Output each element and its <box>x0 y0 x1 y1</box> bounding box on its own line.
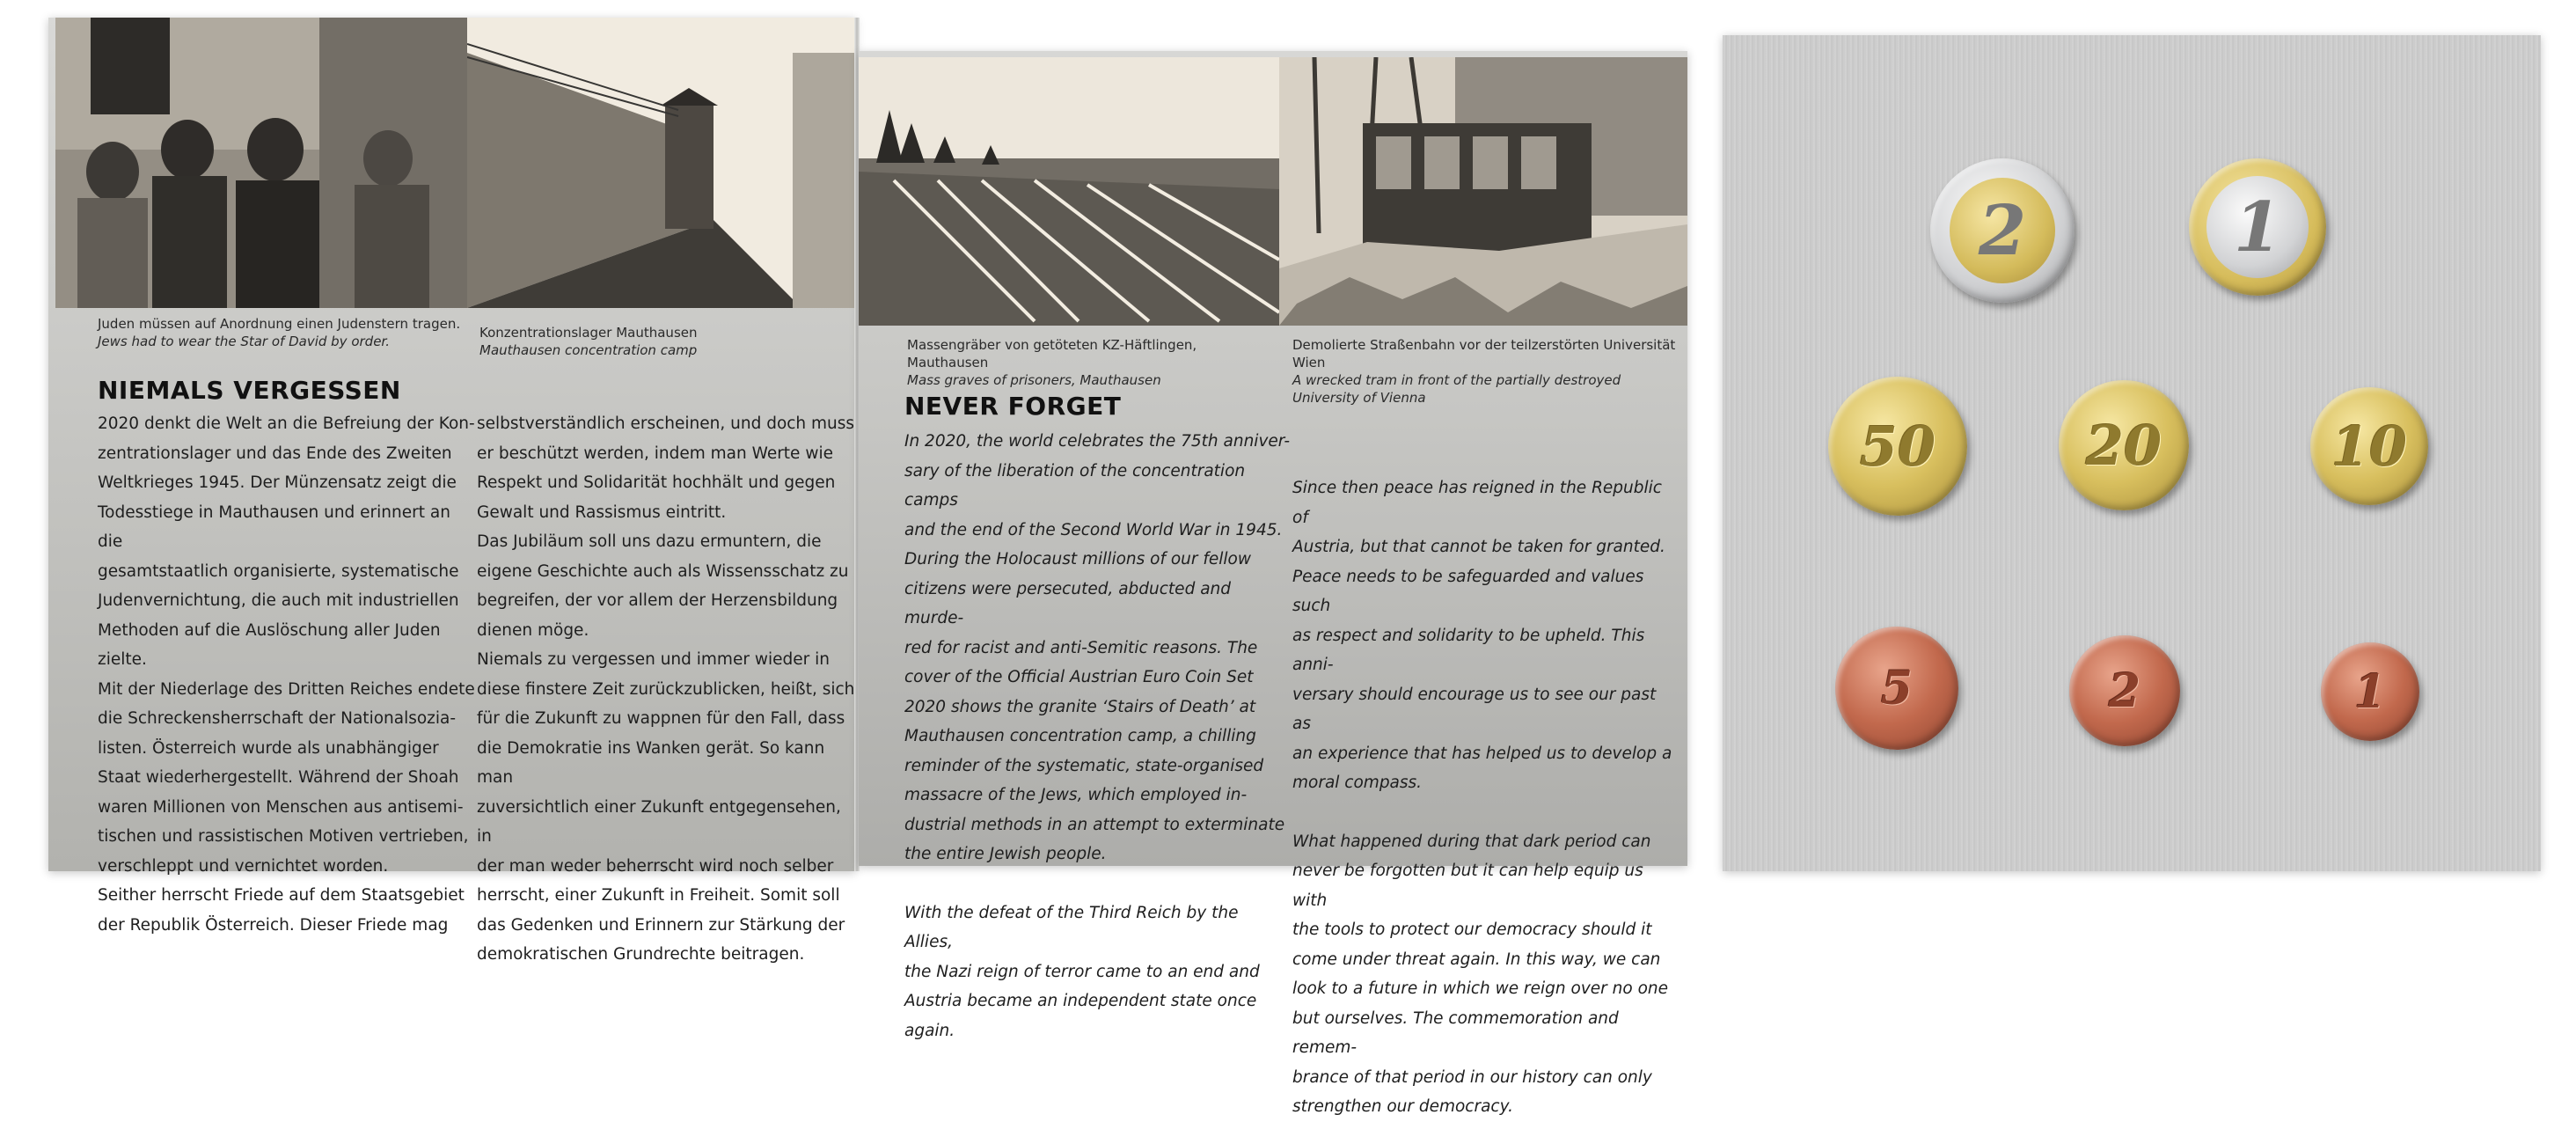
text-line: Austria became an independent state once again. <box>904 992 1257 1040</box>
coin-value: 50 <box>1859 414 1936 479</box>
text-line: 2020 denkt die Welt an die Befreiung der Kon- <box>98 414 475 433</box>
text-line: What happened during that dark period can <box>1292 832 1651 851</box>
photo-wrecked-tram <box>1279 57 1687 326</box>
coin-value: 1 <box>2233 187 2282 268</box>
coin-value: 1 <box>2353 664 2387 719</box>
text-line: During the Holocaust millions of our fellow <box>904 550 1252 568</box>
text-line: dustrial methods in an attempt to exterminate <box>904 815 1285 834</box>
coin-value: 2 <box>2108 664 2141 718</box>
text-line: der Republik Österreich. Dieser Friede mag <box>98 915 449 935</box>
caption-graves <box>907 336 1277 389</box>
text-line: 2020 shows the granite ‘Stairs of Death’ at <box>904 697 1256 716</box>
text-line: herrscht, einer Zukunft in Freiheit. Somit soll <box>477 886 840 905</box>
en-column-1 <box>904 427 1292 1045</box>
coin-5-cent <box>1835 627 1958 750</box>
caption-en: Jews had to wear the Star of David by order. <box>98 334 390 349</box>
coin-1-euro <box>2189 158 2326 296</box>
coin-value: 5 <box>1880 661 1914 715</box>
text-line: die Schreckensherrschaft der Nationalsozia- <box>98 709 457 728</box>
text-line: Mauthausen concentration camp, a chilling <box>904 727 1256 745</box>
coin-1-cent <box>2321 642 2419 741</box>
coin-value: 10 <box>2331 414 2408 479</box>
text-line: er beschützt werden, indem man Werte wie <box>477 444 833 463</box>
text-line: come under threat again. In this way, we can <box>1292 950 1661 969</box>
text-line: diese finstere Zeit zurückzublicken, heißt, sich <box>477 679 855 699</box>
text-line: strengthen our democracy. <box>1292 1097 1513 1116</box>
text-line: Niemals zu vergessen und immer wieder in <box>477 650 830 669</box>
caption-de: Massengräber von getöteten KZ-Häftlingen, Mauthausen <box>907 337 1197 370</box>
photo-women-with-stars <box>55 18 467 308</box>
text-line: zuversichtlich einer Zukunft entgegensehen, in <box>477 797 841 846</box>
caption-de: Demolierte Straßenbahn vor der teilzerstörten Universität Wien <box>1292 337 1676 370</box>
text-line: Das Jubiläum soll uns dazu ermuntern, die <box>477 532 822 551</box>
caption-en: Mauthausen concentration camp <box>479 342 698 358</box>
text-line: Respekt und Solidarität hochhält und gegen <box>477 473 836 492</box>
text-line: Weltkrieges 1945. Der Münzensatz zeigt die <box>98 473 457 492</box>
text-line: tischen und rassistischen Motiven vertrieben, <box>98 827 469 846</box>
photo-camp-wall <box>467 18 856 308</box>
text-line: the Nazi reign of terror came to an end and <box>904 962 1260 981</box>
right-booklet-page <box>859 51 1687 1116</box>
coin-value: 20 <box>2085 413 2163 478</box>
text-line: as respect and solidarity to be upheld. This anni- <box>1292 626 1645 674</box>
de-column-2 <box>477 409 855 970</box>
text-line: an experience that has helped us to develop a <box>1292 744 1672 763</box>
text-line: Since then peace has reigned in the Republic of <box>1292 479 1662 527</box>
coin-10-cent <box>2310 387 2428 505</box>
text-line: versary should encourage us to see our past as <box>1292 685 1657 733</box>
photo-mass-graves <box>859 57 1279 326</box>
text-line: and the end of the Second World War in 1945. <box>904 520 1283 539</box>
en-column-2 <box>1292 473 1680 1122</box>
text-line: Gewalt und Rassismus eintritt. <box>477 502 727 522</box>
coin-core <box>2206 176 2309 278</box>
text-line: dienen möge. <box>477 620 589 640</box>
text-line: In 2020, the world celebrates the 75th anniver- <box>904 432 1291 451</box>
text-line: the tools to protect our democracy should it <box>1292 920 1652 939</box>
de-column-1 <box>98 409 476 940</box>
text-line: sary of the liberation of the concentration camps <box>904 461 1246 510</box>
coin-50-cent <box>1828 377 1967 516</box>
text-line: Methoden auf die Auslöschung aller Juden <box>98 620 441 640</box>
text-line: demokratischen Grundrechte beitragen. <box>477 945 805 964</box>
text-line: der man weder beherrscht wird noch selber <box>477 856 834 876</box>
coin-value: 2 <box>1978 190 2027 271</box>
caption-women <box>98 315 467 350</box>
text-line: but ourselves. The commemoration and remem- <box>1292 1008 1619 1057</box>
en-title: NEVER FORGET <box>904 392 1122 421</box>
text-line: Todesstiege in Mauthausen und erinnert an die <box>98 502 450 551</box>
caption-tram <box>1292 336 1680 407</box>
text-line: Mit der Niederlage des Dritten Reiches endete <box>98 679 475 699</box>
coin-2-cent <box>2069 635 2180 746</box>
text-line: brance of that period in our history can only <box>1292 1067 1652 1087</box>
text-line: reminder of the systematic, state-organised <box>904 756 1264 775</box>
text-line: massacre of the Jews, which employed in- <box>904 786 1248 804</box>
text-line: look to a future in which we reign over no one <box>1292 979 1668 998</box>
text-line: citizens were persecuted, abducted and murde- <box>904 579 1231 627</box>
text-line: Judenvernichtung, die auch mit industriellen <box>98 591 459 610</box>
text-line: never be forgotten but it can help equip us with <box>1292 862 1643 910</box>
text-line: cover of the Official Austrian Euro Coin Set <box>904 668 1254 686</box>
de-title: NIEMALS VERGESSEN <box>98 376 401 405</box>
caption-en: A wrecked tram in front of the partially destroyed University of Vienna <box>1292 372 1621 406</box>
text-line: begreifen, der vor allem der Herzensbildung <box>477 591 838 610</box>
text-line: die Demokratie ins Wanken gerät. So kann man <box>477 738 825 787</box>
left-booklet-page <box>48 18 856 964</box>
coin-core <box>1950 178 2055 283</box>
text-line: the entire Jewish people. <box>904 845 1107 863</box>
text-line: zielte. <box>98 650 147 669</box>
coin-20-cent <box>2059 380 2189 510</box>
text-line: gesamtstaatlich organisierte, systematische <box>98 561 459 581</box>
text-line: listen. Österreich wurde als unabhängiger <box>98 738 439 758</box>
text-line: für die Zukunft zu wappnen für den Fall, dass <box>477 709 845 728</box>
text-line: red for racist and anti-Semitic reasons. The <box>904 638 1258 657</box>
text-line: Peace needs to be safeguarded and values such <box>1292 567 1644 615</box>
text-line: Staat wiederhergestellt. Während der Shoah <box>98 768 459 787</box>
text-line: Seither herrscht Friede auf dem Staatsgebiet <box>98 886 465 905</box>
text-line: zentrationslager und das Ende des Zweiten <box>98 444 452 463</box>
caption-en: Mass graves of prisoners, Mauthausen <box>907 372 1161 388</box>
text-line: Austria, but that cannot be taken for granted. <box>1292 538 1665 556</box>
caption-de: Juden müssen auf Anordnung einen Judenstern tragen. <box>98 316 461 332</box>
caption-de: Konzentrationslager Mauthausen <box>479 325 698 341</box>
caption-camp <box>479 324 849 359</box>
coin-2-euro <box>1930 158 2075 303</box>
text-line: waren Millionen von Menschen aus antisemi- <box>98 797 464 817</box>
text-line: verschleppt und vernichtet worden. <box>98 856 389 876</box>
coin-tray <box>1723 35 2541 871</box>
text-line: moral compass. <box>1292 774 1423 792</box>
text-line: eigene Geschichte auch als Wissensschatz zu <box>477 561 849 581</box>
text-line: With the defeat of the Third Reich by the Allies, <box>904 903 1239 951</box>
text-line: selbstverständlich erscheinen, und doch muss <box>477 414 855 433</box>
text-line: das Gedenken und Erinnern zur Stärkung der <box>477 915 845 935</box>
